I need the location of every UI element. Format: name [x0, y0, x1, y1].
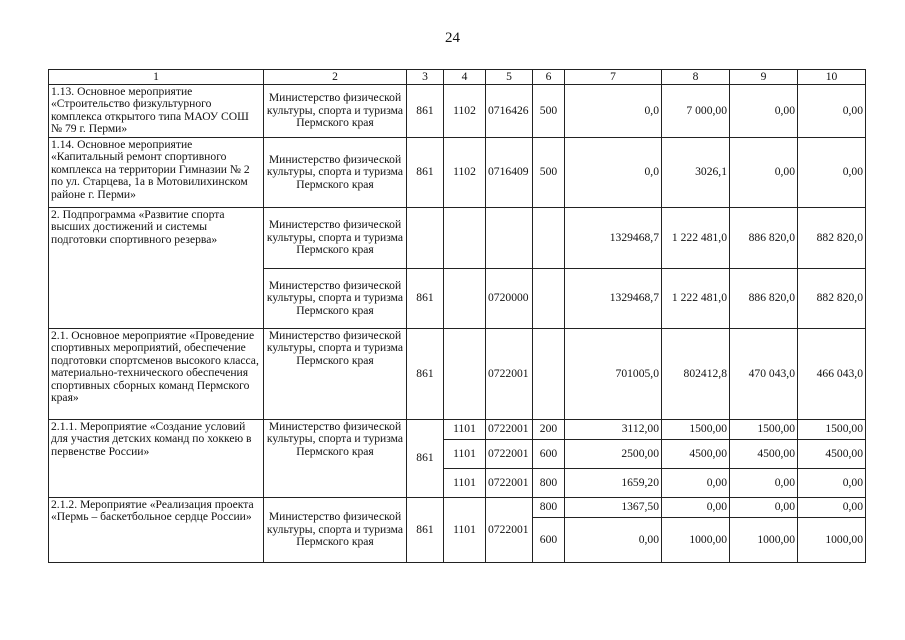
value-cell: 1500,00 — [798, 420, 866, 440]
header-cell: 1 — [49, 70, 264, 85]
section-cell: 1101 — [444, 440, 486, 469]
value-cell: 7 000,00 — [662, 85, 730, 138]
target-cell — [486, 208, 533, 269]
target-cell: 0722001 — [486, 329, 533, 420]
code-cell — [407, 208, 444, 269]
header-cell: 6 — [533, 70, 565, 85]
type-cell: 800 — [533, 469, 565, 498]
row-description: 2.1.1. Мероприятие «Создание условий для участия детских команд по хоккею в первенстве России» — [49, 420, 264, 498]
header-cell: 5 — [486, 70, 533, 85]
header-cell: 9 — [730, 70, 798, 85]
value-cell: 2500,00 — [565, 440, 662, 469]
header-cell: 4 — [444, 70, 486, 85]
code-cell: 861 — [407, 138, 444, 208]
target-cell: 0722001 — [486, 420, 533, 440]
section-cell: 1101 — [444, 498, 486, 563]
header-row — [49, 70, 866, 85]
value-cell: 0,0 — [565, 85, 662, 138]
value-cell: 0,00 — [798, 138, 866, 208]
value-cell: 0,00 — [798, 469, 866, 498]
value-cell: 0,00 — [565, 518, 662, 563]
value-cell: 1 222 481,0 — [662, 208, 730, 269]
value-cell: 0,00 — [798, 85, 866, 138]
type-cell: 500 — [533, 85, 565, 138]
value-cell: 0,0 — [565, 138, 662, 208]
value-cell: 470 043,0 — [730, 329, 798, 420]
ministry-cell: Министерство физической культуры, спорта и туризма Пермского края — [264, 269, 407, 329]
value-cell: 1000,00 — [662, 518, 730, 563]
target-cell: 0722001 — [486, 440, 533, 469]
value-cell: 4500,00 — [730, 440, 798, 469]
ministry-cell: Министерство физической культуры, спорта и туризма Пермского края — [264, 208, 407, 269]
value-cell: 3026,1 — [662, 138, 730, 208]
section-cell: 1101 — [444, 420, 486, 440]
header-cell: 7 — [565, 70, 662, 85]
value-cell: 1500,00 — [730, 420, 798, 440]
type-cell: 200 — [533, 420, 565, 440]
value-cell: 1367,50 — [565, 498, 662, 518]
value-cell: 4500,00 — [798, 440, 866, 469]
value-cell: 3112,00 — [565, 420, 662, 440]
value-cell: 882 820,0 — [798, 269, 866, 329]
table-row — [49, 85, 866, 138]
section-cell: 1102 — [444, 85, 486, 138]
type-cell: 600 — [533, 440, 565, 469]
target-cell: 0716409 — [486, 138, 533, 208]
value-cell: 1329468,7 — [565, 208, 662, 269]
code-cell: 861 — [407, 498, 444, 563]
value-cell: 1 222 481,0 — [662, 269, 730, 329]
value-cell: 882 820,0 — [798, 208, 866, 269]
ministry-cell: Министерство физической культуры, спорта и туризма Пермского края — [264, 498, 407, 563]
value-cell: 1659,20 — [565, 469, 662, 498]
ministry-cell: Министерство физической культуры, спорта и туризма Пермского края — [264, 329, 407, 420]
code-cell: 861 — [407, 420, 444, 498]
value-cell: 0,00 — [730, 138, 798, 208]
value-cell: 701005,0 — [565, 329, 662, 420]
value-cell: 0,00 — [730, 469, 798, 498]
header-cell: 10 — [798, 70, 866, 85]
value-cell: 1000,00 — [798, 518, 866, 563]
target-cell: 0716426 — [486, 85, 533, 138]
code-cell: 861 — [407, 85, 444, 138]
value-cell: 886 820,0 — [730, 208, 798, 269]
value-cell: 1500,00 — [662, 420, 730, 440]
code-cell: 861 — [407, 269, 444, 329]
target-cell: 0722001 — [486, 469, 533, 498]
type-cell — [533, 208, 565, 269]
type-cell — [533, 269, 565, 329]
table-row — [49, 208, 866, 269]
header-cell: 8 — [662, 70, 730, 85]
value-cell: 466 043,0 — [798, 329, 866, 420]
value-cell: 0,00 — [730, 498, 798, 518]
type-cell: 500 — [533, 138, 565, 208]
section-cell: 1101 — [444, 469, 486, 498]
section-cell — [444, 208, 486, 269]
page-number: 24 — [445, 30, 460, 46]
section-cell — [444, 329, 486, 420]
row-description: 2.1. Основное мероприятие «Проведение спортивных мероприятий, обеспечение подготовки спортсменов высокого класса, материально-технического обеспечения спортивных сборных команд Пермского края» — [49, 329, 264, 420]
code-cell: 861 — [407, 329, 444, 420]
budget-table — [48, 69, 866, 563]
value-cell: 0,00 — [730, 85, 798, 138]
ministry-cell: Министерство физической культуры, спорта и туризма Пермского края — [264, 420, 407, 498]
header-cell: 2 — [264, 70, 407, 85]
ministry-cell: Министерство физической культуры, спорта и туризма Пермского края — [264, 85, 407, 138]
section-cell: 1102 — [444, 138, 486, 208]
type-cell — [533, 329, 565, 420]
type-cell: 800 — [533, 498, 565, 518]
value-cell: 1329468,7 — [565, 269, 662, 329]
value-cell: 0,00 — [662, 498, 730, 518]
row-description: 1.13. Основное мероприятие «Строительство физкультурного комплекса открытого типа МАОУ СОШ № 79 г. Перми» — [49, 85, 264, 138]
target-cell: 0722001 — [486, 498, 533, 563]
value-cell: 0,00 — [662, 469, 730, 498]
table-row — [49, 138, 866, 208]
table-row — [49, 420, 866, 440]
value-cell: 4500,00 — [662, 440, 730, 469]
ministry-cell: Министерство физической культуры, спорта и туризма Пермского края — [264, 138, 407, 208]
type-cell: 600 — [533, 518, 565, 563]
table-row — [49, 498, 866, 518]
value-cell: 802412,8 — [662, 329, 730, 420]
header-cell: 3 — [407, 70, 444, 85]
row-description: 1.14. Основное мероприятие «Капитальный ремонт спортивного комплекса на территории Гимназии № 2 по ул. Старцева, 1а в Мотовилихинском районе г. Перми» — [49, 138, 264, 208]
target-cell: 0720000 — [486, 269, 533, 329]
row-description: 2.1.2. Мероприятие «Реализация проекта «Пермь – баскетбольное сердце России» — [49, 498, 264, 563]
value-cell: 1000,00 — [730, 518, 798, 563]
row-description: 2. Подпрограмма «Развитие спорта высших достижений и системы подготовки спортивного резерва» — [49, 208, 264, 329]
value-cell: 886 820,0 — [730, 269, 798, 329]
value-cell: 0,00 — [798, 498, 866, 518]
table-row — [49, 329, 866, 420]
section-cell — [444, 269, 486, 329]
